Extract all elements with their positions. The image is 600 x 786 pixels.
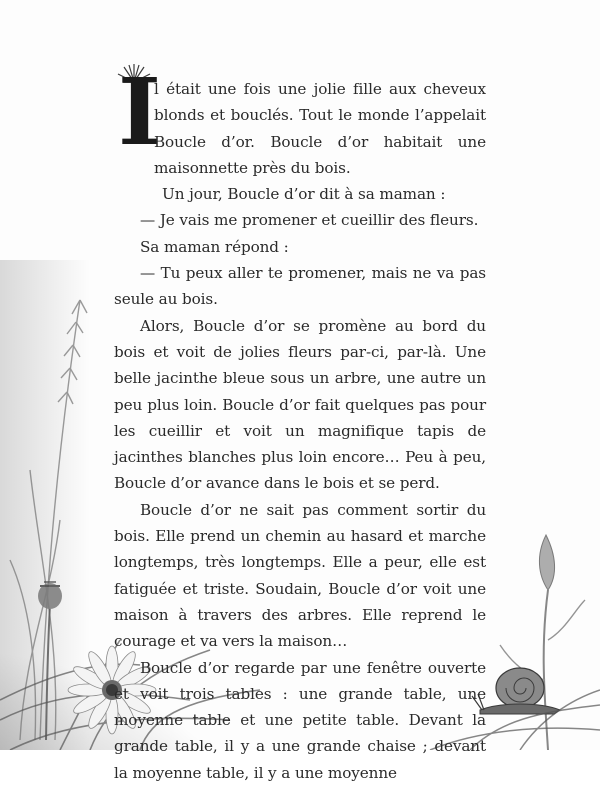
- paragraph-text: Alors, Boucle d’or se promène au bord du bois et voit de jolies fleurs par-ci, par-là. Une belle jacinthe bleue sous un arbre, une autre un peu plus loin. Boucle d’or fait quelques pas pour les cueillir et voit un magnifique tapis de jacinthes blanches plus loin encore… Peu à peu, Boucle d’or avance dans le bois et se perd.: [114, 316, 486, 493]
- paragraph-text: Boucle d’or ne sait pas comment sortir du bois. Elle prend un chemin au hasard et marche longtemps, très longtemps. Elle a peur, elle est fatiguée et triste. Soudain, Boucle d’or voit une maison à travers des arbres. Elle reprend le courage et va vers la maison…: [114, 500, 486, 651]
- paragraph: [114, 260, 486, 313]
- paragraph: [114, 497, 486, 655]
- paragraph-text: Un jour, Boucle d’or dit à sa maman :: [162, 185, 446, 204]
- paragraph: [114, 234, 486, 260]
- paragraph: [114, 313, 486, 497]
- paragraph: [114, 181, 486, 207]
- paragraph-text: — Je vais me promener et cueillir des fleurs.: [140, 211, 479, 230]
- paragraph-text: Boucle d’or regarde par une fenêtre ouverte et voit trois tables : une grande table, une moyenne table et une petite table. Devant la grande table, il y a une grande chaise ; devant la moyenne table, il y a une moyenne: [114, 658, 486, 782]
- paragraph-text: l était une fois une jolie fille aux cheveux blonds et bouclés. Tout le monde l’appelait Boucle d’or. Boucle d’or habitait une maisonnette près du bois.: [154, 80, 486, 177]
- paragraph: [114, 76, 486, 181]
- paragraph-text: Sa maman répond :: [140, 237, 289, 256]
- paragraph-text: — Tu peux aller te promener, mais ne va pas seule au bois.: [114, 264, 486, 309]
- flower-bud-icon: [500, 535, 585, 750]
- story-text: [114, 76, 486, 786]
- paragraph: [114, 207, 486, 233]
- drop-cap-letter: I: [118, 58, 162, 166]
- paragraph: [114, 655, 486, 786]
